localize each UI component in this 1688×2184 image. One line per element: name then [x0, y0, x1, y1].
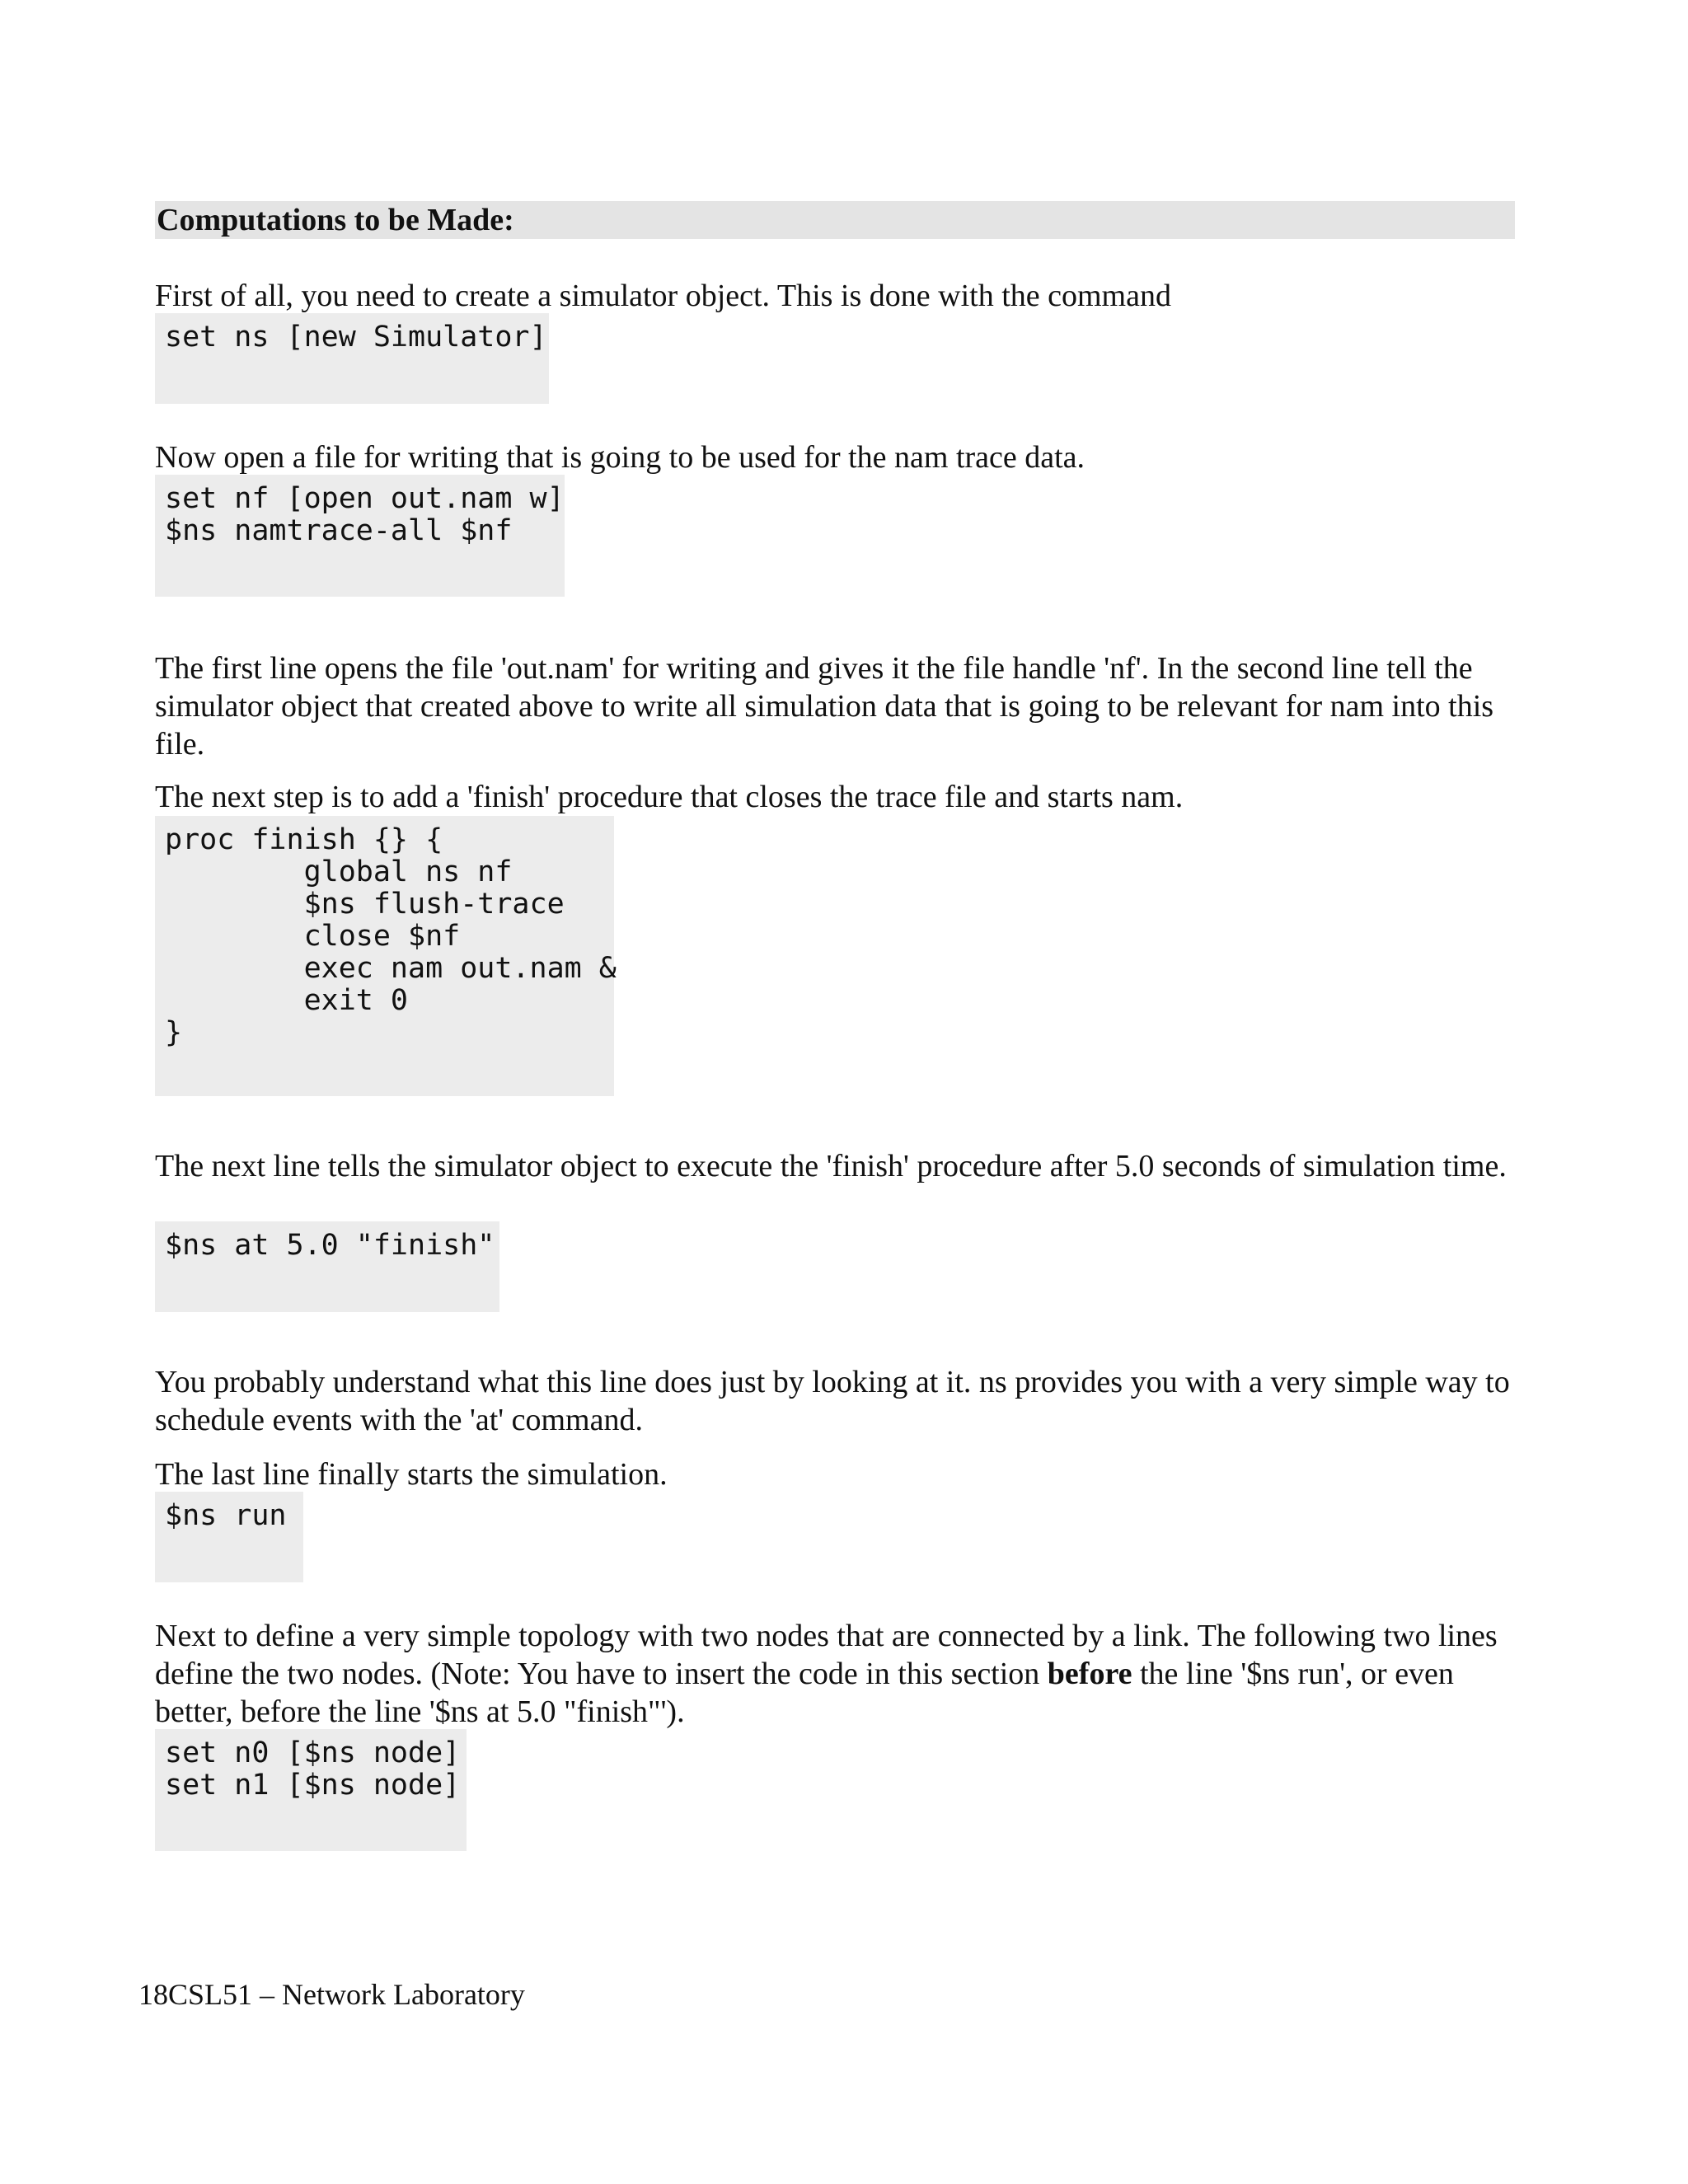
topology-text-bold: before: [1047, 1657, 1132, 1691]
paragraph-start-simulation: The last line finally starts the simulation.: [155, 1457, 668, 1492]
paragraph-open-file: Now open a file for writing that is going to be used for the nam trace data.: [155, 440, 1085, 475]
paragraph-finish-procedure: The next step is to add a 'finish' procedure that closes the trace file and starts nam.: [155, 780, 1184, 814]
topology-text-end: the line '$ns run', or even better, before the line '$ns at 5.0 "finish"').: [155, 1657, 1454, 1729]
code-block-open-nam: set nf [open out.nam w] $ns namtrace-all $nf: [155, 475, 565, 597]
topology-text-start: Next to define a very simple topology with two nodes that are connected by a link. The following two lines define the two nodes. (Note: You have to insert the code in this section: [155, 1619, 1498, 1691]
paragraph-at-command: You probably understand what this line does just by looking at it. ns provides you with a very simple way to schedule events with the 'at' command.: [155, 1365, 1510, 1437]
paragraph-topology: [155, 1617, 1523, 1731]
code-block-nodes: set n0 [$ns node] set n1 [$ns node]: [155, 1729, 467, 1851]
code-block-finish-proc: proc finish {} { global ns nf $ns flush-trace close $nf exec nam out.nam & exit 0 }: [155, 816, 614, 1096]
code-block-new-simulator: set ns [new Simulator]: [155, 313, 549, 404]
section-heading: Computations to be Made:: [157, 203, 514, 237]
paragraph-schedule-finish: The next line tells the simulator object to execute the 'finish' procedure after 5.0 seconds of simulation time.: [155, 1149, 1507, 1183]
paragraph-create-simulator: First of all, you need to create a simulator object. This is done with the command: [155, 279, 1171, 313]
code-block-ns-run: $ns run: [155, 1492, 303, 1582]
page-footer: 18CSL51 – Network Laboratory: [138, 1978, 525, 2011]
paragraph-file-explanation: The first line opens the file 'out.nam' for writing and gives it the file handle 'nf'. In the second line tell the simulator object that created above to write all simulation data that is going to be relevant for nam into this file.: [155, 651, 1494, 762]
code-block-at-finish: $ns at 5.0 "finish": [155, 1221, 499, 1312]
